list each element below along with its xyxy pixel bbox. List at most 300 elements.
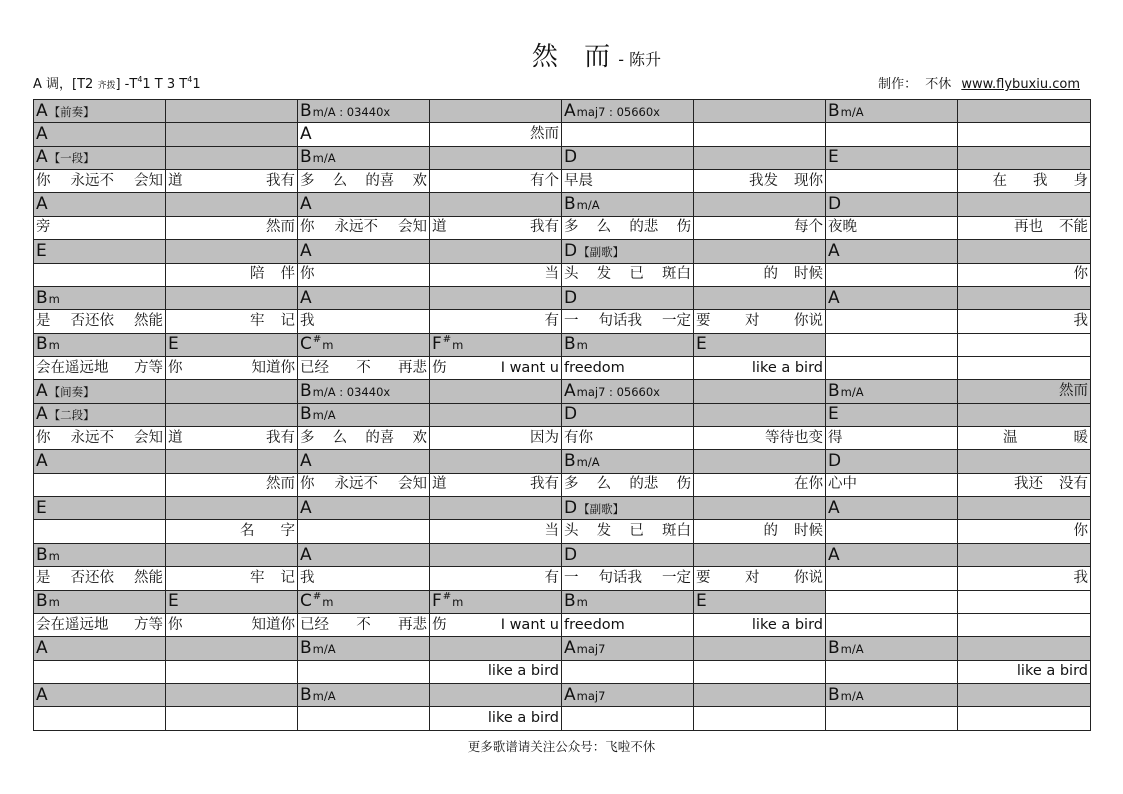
chord-cell [430,450,562,473]
chord-cell [826,497,958,520]
chord-cell [694,123,826,146]
lyric-segment: 每个 [794,219,823,236]
lyric-cell [694,356,826,379]
lyric-segment: 一定 [662,569,691,586]
chord-root: A [828,497,840,518]
lyric-cell [826,216,958,239]
chord-cell [34,193,166,216]
chord-cell [430,497,562,520]
footer-note: 更多歌谱请关注公众号：飞啦不休 [467,739,656,754]
chord-root: B [36,334,48,355]
lyric-segment: 你 [168,359,183,376]
lyric-cell [562,310,694,333]
sheet-row [34,520,1091,543]
lyric-segment: 你说 [794,312,823,329]
chord-cell [430,240,562,263]
lyric-segment: 在你 [794,476,823,493]
chord-cell [562,240,694,263]
lyric-segment: 记 [280,569,295,586]
lyric-segment: like a bird [487,663,559,680]
lyric-cell [34,613,166,636]
chord-suffix: m [576,595,588,610]
lyric-cell [34,707,166,730]
chord-cell [826,286,958,309]
chord-suffix: 【副歌】 [578,244,625,259]
chord-cell [430,146,562,169]
chord-root: B [300,404,312,425]
lyric-cell [430,473,562,496]
chord-cell [430,403,562,426]
sheet-row [34,216,1091,239]
chord-cell [562,543,694,566]
lyric-segment: 一 [564,569,579,586]
lyric-cell [694,310,826,333]
lyric-cell [34,520,166,543]
chord-root: A [36,684,48,705]
chord-cell [958,403,1091,426]
chord-cell [34,123,166,146]
chord-cell [34,100,166,123]
chord-suffix: m [322,338,334,353]
chord-root: B [828,684,840,705]
key-and-strum-pattern [33,73,201,92]
chord-cell [694,100,826,123]
chord-root: A [564,684,576,705]
chord-cell [826,380,958,403]
lyric-segment: 多 [564,219,579,236]
chord-cell [34,637,166,660]
lyric-segment: I want u [500,359,559,376]
chord-cell [166,590,298,613]
chord-root: A [564,100,576,121]
lyric-cell [562,263,694,286]
lyric-segment: 暖 [1073,429,1088,446]
sheet-row [34,356,1091,379]
lyric-segment: 现你 [794,172,823,189]
lyric-segment: freedom [564,616,625,633]
lyric-segment: 否还依 [70,569,114,586]
chord-suffix: m [322,595,334,610]
chord-cell [562,497,694,520]
chord-root: E [696,334,707,355]
song-title: 然 而 [531,42,611,72]
lyric-segment: 早晨 [564,172,593,189]
chord-suffix: maj7 [576,688,606,703]
lyric-cell [430,567,562,590]
lyric-segment: 有 [544,569,559,586]
lyric-cell [166,356,298,379]
lyric-cell [298,170,430,193]
chord-cell [430,193,562,216]
chord-suffix: m [576,338,588,353]
chord-cell [958,193,1091,216]
chord-root: C [300,591,312,612]
chord-root: A [564,380,576,401]
lyric-segment: freedom [564,359,625,376]
chord-root: D [828,194,842,215]
lyric-cell [34,660,166,683]
lyric-cell [430,263,562,286]
chord-root: A [564,637,576,658]
lyric-segment: 会在遥远地 [36,359,109,376]
chord-suffix: m [48,338,60,353]
chord-cell [298,100,430,123]
lyric-segment: 道 [168,429,183,446]
lyric-segment: 记 [280,312,295,329]
lyric-cell [562,613,694,636]
chord-root: A [300,287,312,308]
title-inner [532,36,661,73]
lyric-cell [166,216,298,239]
chord-suffix: m/A [312,688,336,703]
chord-root: C [300,334,312,355]
chord-cell [34,683,166,706]
sheet-row [34,590,1091,613]
lyric-segment: 伤 [432,616,447,633]
chord-root: B [564,334,576,355]
key-line-text: A 调，[T2 [33,77,98,92]
lyric-cell [562,216,694,239]
lyric-segment: 不 [356,359,371,376]
chord-root: B [828,380,840,401]
lyric-segment: 因为 [530,429,559,446]
chord-cell [34,403,166,426]
lyric-segment: 会知 [398,219,427,236]
key-line-text: ] -T [115,77,138,92]
lyric-segment: like a bird [1016,663,1088,680]
lyric-cell [826,427,958,450]
lyric-segment: 斑白 [661,523,691,540]
lyric-segment: 我有 [266,172,295,189]
lyric-segment: 我发 [749,172,778,189]
chord-root: A [828,544,840,565]
lyric-cell [958,520,1091,543]
lyric-cell [34,473,166,496]
chord-cell [958,123,1091,146]
chord-cell [826,146,958,169]
chord-suffix: m/A [576,455,600,470]
lyric-cell [166,613,298,636]
chord-cell [166,497,298,520]
lyric-segment: I want u [500,616,559,633]
lyric-cell [826,520,958,543]
chord-root: B [36,544,48,565]
chord-cell [298,543,430,566]
chord-cell [298,333,430,356]
lyric-segment: like a bird [751,359,823,376]
chord-root: D [564,287,578,308]
lyric-cell [34,263,166,286]
website-link[interactable]: www.flybuxiu.com [961,77,1080,92]
lyric-segment: 道 [432,219,447,236]
lyric-cell [694,473,826,496]
chord-cell [298,286,430,309]
lyric-segment: 然而 [530,126,559,143]
chord-suffix: m [452,595,464,610]
chord-root: D [564,240,578,261]
chord-cell [958,450,1091,473]
lyric-cell [562,473,694,496]
lyric-cell [826,613,958,636]
chord-cell [34,146,166,169]
chord-cell [298,403,430,426]
lyric-cell [958,216,1091,239]
chord-cell [826,240,958,263]
chord-cell [562,100,694,123]
chord-cell [34,543,166,566]
lyric-segment: 有 [544,312,559,329]
chord-root: A [828,287,840,308]
chord-root: A [36,380,48,401]
lyric-segment: 知道你 [251,616,295,633]
lyric-segment: 你 [36,429,51,446]
lyric-segment: 你说 [794,569,823,586]
chord-root: D [828,451,842,472]
lyric-segment: 等待也变 [765,429,823,446]
chord-root: E [168,591,179,612]
lyric-segment: 斑白 [661,266,691,283]
chord-cell [694,286,826,309]
sheet-row [34,146,1091,169]
lyric-segment: 温 [1003,429,1018,446]
chord-root: A [36,637,48,658]
sheet-row [34,497,1091,520]
chord-cell [166,543,298,566]
chord-cell [694,637,826,660]
lyric-cell [430,310,562,333]
chord-cell [958,497,1091,520]
chord-cell [166,333,298,356]
chord-cell [694,543,826,566]
lyric-segment: 会知 [134,429,163,446]
lyric-cell [694,567,826,590]
lyric-segment: 得 [828,429,843,446]
lyric-segment: 永远不 [70,429,114,446]
lyric-segment: 发 [596,266,612,283]
chord-cell [34,380,166,403]
lyric-segment: 一 [564,312,579,329]
chord-cell [430,380,562,403]
lyric-segment: 然而 [1059,382,1088,399]
sheet-row [34,333,1091,356]
chord-cell [298,590,430,613]
chord-cell [826,333,958,356]
sheet-row [34,683,1091,706]
lyric-segment: 你 [300,476,315,493]
lyric-segment: 是 [36,569,51,586]
chord-cell [694,240,826,263]
chord-cell [166,450,298,473]
sheet-row [34,310,1091,333]
chord-cell [826,637,958,660]
chord-root: A [300,240,312,261]
lyric-cell [562,567,694,590]
chord-root: B [828,637,840,658]
chord-cell [826,450,958,473]
chord-cell [430,286,562,309]
lyric-segment: 名 [240,523,255,540]
lyric-cell [298,613,430,636]
chord-suffix: m/A [576,198,600,213]
chord-suffix: 【一段】 [48,151,95,166]
lyric-cell [166,473,298,496]
lyric-segment: 么 [332,429,348,446]
chord-cell [562,637,694,660]
lyric-segment: 会知 [398,476,427,493]
lyric-cell [34,567,166,590]
lyric-segment: 时候 [794,523,823,540]
chord-cell [694,403,826,426]
lyric-segment: 字 [280,523,295,540]
lyric-cell [166,310,298,333]
lyric-segment: 已 [629,266,644,283]
chord-cell [958,683,1091,706]
lyric-cell [430,707,562,730]
chord-root: B [564,591,576,612]
lyric-cell [34,216,166,239]
lyric-segment: 么 [596,476,612,493]
lyric-segment: 我有 [530,219,559,236]
chord-cell [958,543,1091,566]
chord-suffix: 【间奏】 [48,384,95,399]
lyric-segment: 然能 [134,312,163,329]
chord-root: A [300,497,312,518]
lyric-segment: 再悲 [398,359,427,376]
lyric-segment: 么 [596,219,612,236]
lyric-cell [166,170,298,193]
lyric-segment: 牢 [250,312,265,329]
lyric-segment: 我 [300,569,315,586]
sheet-row [34,380,1091,403]
lyric-segment: 你 [168,616,183,633]
lyric-cell [430,427,562,450]
chord-cell [562,683,694,706]
lyric-segment: like a bird [751,616,823,633]
chord-sharp: # [312,591,322,603]
chord-cell [562,193,694,216]
credit-label: 制作： [878,77,918,92]
credit-name: 不休 [925,77,952,92]
lyric-cell [298,707,430,730]
lyric-cell [298,310,430,333]
chord-suffix: m/A : 03440x [312,104,391,119]
chord-root: E [36,240,47,261]
lyric-cell [430,123,562,146]
credit [878,73,1080,92]
chord-root: B [36,591,48,612]
chord-root: A [300,124,312,145]
lyric-cell [958,263,1091,286]
lyric-segment: 当 [544,523,559,540]
lyric-cell [562,427,694,450]
chord-root: A [300,451,312,472]
lyric-cell [34,427,166,450]
chord-cell [298,450,430,473]
chord-cell [694,497,826,520]
chord-root: A [300,544,312,565]
lyric-segment: 永远不 [334,476,378,493]
lyric-cell [958,310,1091,333]
chord-cell [826,403,958,426]
lyric-segment: 否还依 [70,312,114,329]
lyric-segment: 你 [36,172,51,189]
chord-root: E [828,404,839,425]
lyric-cell [826,707,958,730]
lyric-segment: 牢 [250,569,265,586]
lyric-cell [166,427,298,450]
chord-cell [298,123,430,146]
chord-root: A [36,194,48,215]
chord-suffix: maj7 : 05660x [576,104,660,119]
sheet-row [34,707,1091,730]
lyric-cell [298,427,430,450]
lyric-segment: 方等 [134,616,163,633]
lyric-cell [958,356,1091,379]
lyric-segment: 已 [629,523,644,540]
lyric-segment: 发 [596,523,612,540]
chord-cell [958,286,1091,309]
chord-cell [166,683,298,706]
chord-root: A [36,100,48,121]
lyric-cell [958,380,1091,403]
sheet-row [34,427,1091,450]
lyric-segment: 我 [300,312,315,329]
lyric-segment: 要 [696,312,711,329]
lyric-cell [166,660,298,683]
chord-suffix: m [48,548,60,563]
lyric-cell [298,216,430,239]
lyric-segment: 的悲 [629,219,659,236]
lyric-segment: 然能 [134,569,163,586]
chord-root: B [564,451,576,472]
lyric-segment: 伤 [676,476,691,493]
lyric-segment: 的 [763,266,778,283]
lyric-segment: 一定 [662,312,691,329]
lyric-segment: 我 [1073,312,1088,329]
chord-cell [298,240,430,263]
chord-cell [298,683,430,706]
chord-cell [562,286,694,309]
chord-cell [562,450,694,473]
lyric-segment: 不 [356,616,371,633]
lyric-cell [166,520,298,543]
chord-suffix: m [452,338,464,353]
chord-cell [298,193,430,216]
lyric-segment: 再也 [1014,219,1043,236]
chord-root: A [300,194,312,215]
lyric-segment: 陪 [250,266,265,283]
chord-cell [166,403,298,426]
lyric-cell [166,707,298,730]
chord-suffix: m/A [840,104,864,119]
lyric-cell [694,427,826,450]
chord-cell [34,450,166,473]
chord-cell [694,333,826,356]
chord-suffix: m/A [312,641,336,656]
lyric-cell [694,216,826,239]
lyric-segment: 欢 [412,429,427,446]
chord-cell [562,146,694,169]
lyric-cell [562,356,694,379]
lyric-segment: 在 [992,172,1007,189]
chord-root: B [300,147,312,168]
chord-root: E [828,147,839,168]
lyric-segment: 伴 [280,266,295,283]
chord-cell [166,146,298,169]
lyric-segment: 多 [300,172,315,189]
lyric-cell [826,473,958,496]
lyric-cell [694,520,826,543]
